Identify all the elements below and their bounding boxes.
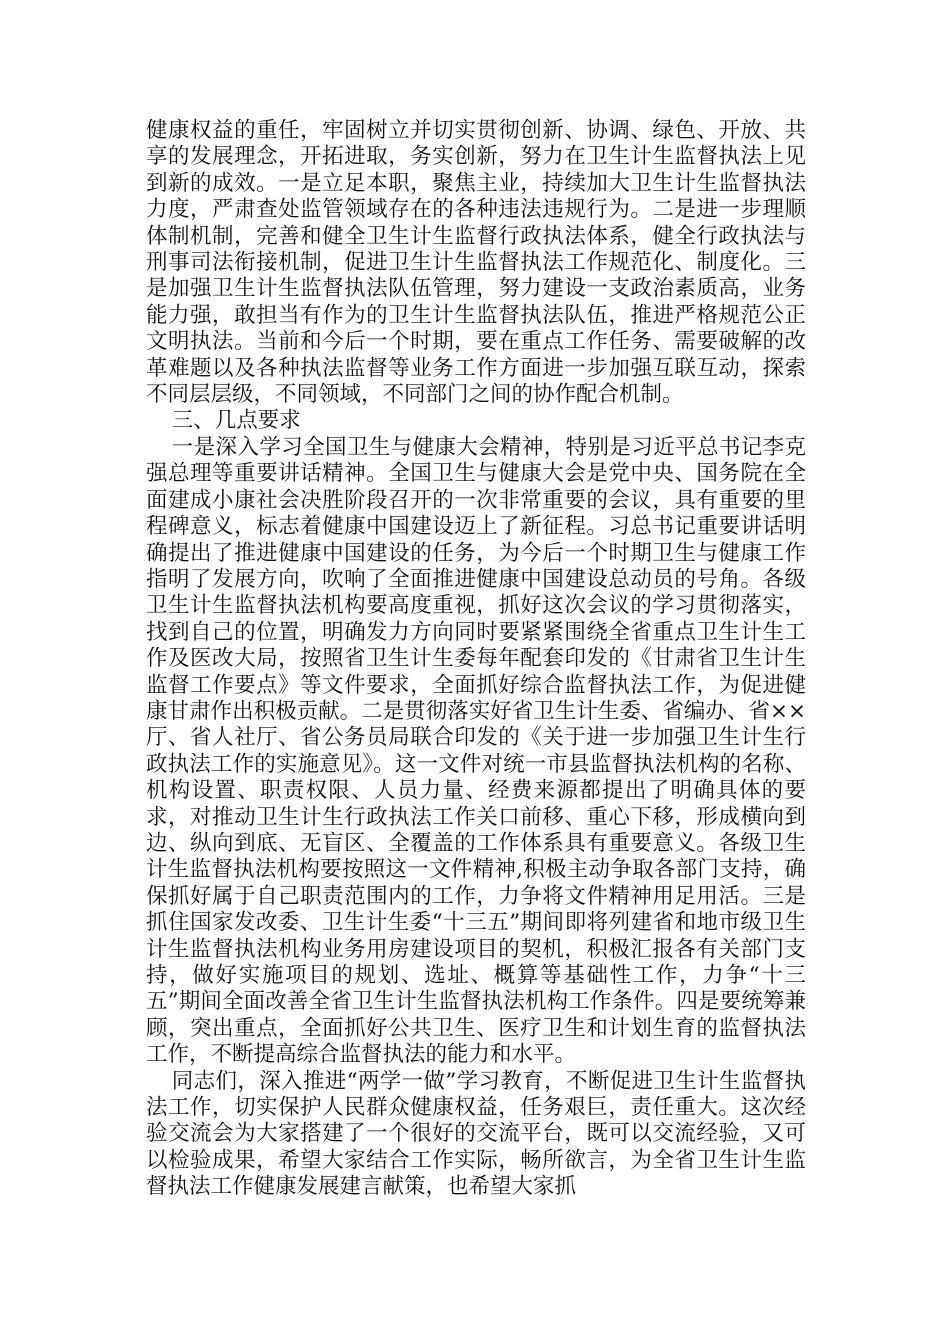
paragraph-continuation: 健康权益的重任，牢固树立并切实贯彻创新、协调、绿色、开放、共享的发展理念，开拓进取，务实创新，努力在卫生计生监督执法上见到新的成效。一是立足本职，聚焦主业，持续加大卫生计生监督执法力度，严肃查处监管领域存在的各种违法违规行为。二是进一步理顺体制机制，完善和健全卫生计生监督行政执法体系，健全行政执法与刑事司法衔接机制，促进卫生计生监督执法工作规范化、制度化。三是加强卫生计生监督执法队伍管理，努力建设一支政治素质高，业务能力强，敢担当有作为的卫生计生监督执法队伍，推进严格规范公正文明执法。当前和今后一个时期，要在重点工作任务、需要破解的改革难题以及各种执法监督等业务工作方面进一步加强互联互动，探索不同层层级，不同领域，不同部门之间的协作配合机制。	[146, 118, 806, 408]
paragraph-requirements: 一是深入学习全国卫生与健康大会精神，特别是习近平总书记李克强总理等重要讲话精神。全国卫生与健康大会是党中央、国务院在全面建成小康社会决胜阶段召开的一次非常重要的会议，具有重要的里程碑意义，标志着健康中国建设迈上了新征程。习总书记重要讲话明确提出了推进健康中国建设的任务，为今后一个时期卫生与健康工作指明了发展方向，吹响了全面推进健康中国建设总动员的号角。各级卫生计生监督执法机构要高度重视，抓好这次会议的学习贯彻落实，找到自己的位置，明确发力方向同时要紧紧围绕全省重点卫生计生工作及医改大局，按照省卫生计生委每年配套印发的《甘肃省卫生计生监督工作要点》等文件要求，全面抓好综合监督执法工作，为促进健康甘肃作出积极贡献。二是贯彻落实好省卫生计生委、省编办、省××厅、省人社厅、省公务员局联合印发的《关于进一步加强卫生计生行政执法工作的实施意见》。这一文件对统一市县监督执法机构的名称、机构设置、职责权限、人员力量、经费来源都提出了明确具体的要求，对推动卫生计生行政执法工作关口前移、重心下移，形成横向到边、纵向到底、无盲区、全覆盖的工作体系具有重要意义。各级卫生计生监督执法机构要按照这一文件精神,积极主动争取各部门支持，确保抓好属于自己职责范围内的工作，力争将文件精神用足用活。三是抓住国家发改委、卫生计生委“十三五”期间即将列建省和地市级卫生计生监督执法机构业务用房建设项目的契机，积极汇报各有关部门支持，做好实施项目的规划、选址、概算等基础性工作，力争“十三五”期间全面改善全省卫生计生监督执法机构工作条件。四是要统筹兼顾，突出重点，全面抓好公共卫生、医疗卫生和计划生育的监督执法工作，不断提高综合监督执法的能力和水平。	[146, 434, 806, 1068]
section-heading-requirements: 三、几点要求	[171, 408, 301, 434]
paragraph-closing: 同志们，深入推进“两学一做”学习教育，不断促进卫生计生监督执法工作，切实保护人民群众健康权益，任务艰巨，责任重大。这次经验交流会为大家搭建了一个很好的交流平台，既可以交流经验，又可以检验成果，希望大家结合工作实际，畅所欲言，为全省卫生计生监督执法工作健康发展建言献策，也希望大家抓	[146, 1068, 806, 1200]
document-body	[146, 118, 806, 1201]
